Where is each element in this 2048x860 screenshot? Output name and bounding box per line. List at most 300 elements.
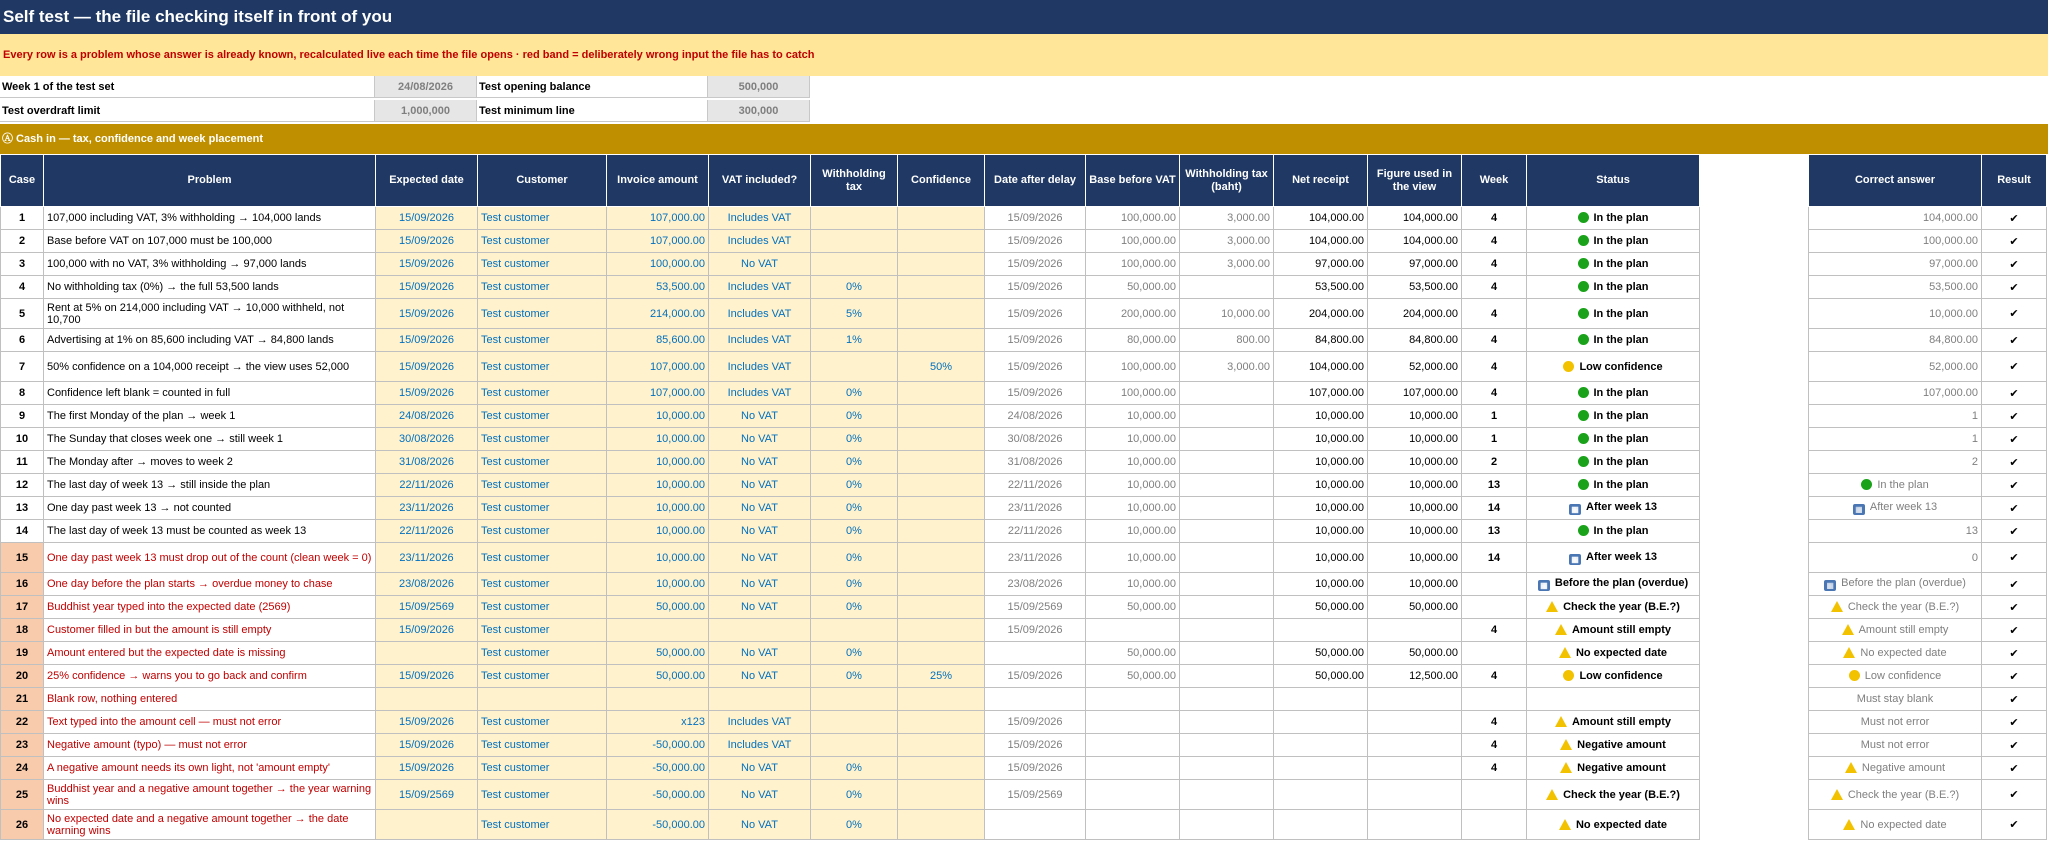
customer-cell[interactable]: Test customer bbox=[478, 520, 607, 543]
invoice-amount-cell[interactable]: 107,000.00 bbox=[607, 230, 709, 253]
answer-text: In the plan bbox=[1877, 479, 1929, 491]
invoice-amount-cell[interactable]: 107,000.00 bbox=[607, 352, 709, 382]
withholding-tax-cell[interactable] bbox=[811, 734, 898, 757]
case-cell: 4 bbox=[1, 276, 44, 299]
customer-cell[interactable]: Test customer bbox=[478, 405, 607, 428]
confidence-cell[interactable] bbox=[898, 405, 985, 428]
expected-date-cell[interactable]: 15/09/2026 bbox=[376, 734, 478, 757]
invoice-amount-cell[interactable]: x123 bbox=[607, 711, 709, 734]
invoice-amount-cell[interactable]: -50,000.00 bbox=[607, 757, 709, 780]
customer-cell[interactable] bbox=[478, 688, 607, 711]
case-cell: 12 bbox=[1, 474, 44, 497]
param-value-week1[interactable]: 24/08/2026 bbox=[375, 76, 477, 98]
table-row bbox=[1, 665, 2047, 688]
answer-text: 84,800.00 bbox=[1929, 334, 1978, 346]
net-receipt-cell: 204,000.00 bbox=[1274, 299, 1368, 329]
confidence-cell[interactable] bbox=[898, 573, 985, 596]
header-net-receipt: Net receipt bbox=[1274, 155, 1368, 207]
customer-cell[interactable]: Test customer bbox=[478, 757, 607, 780]
case-cell: 19 bbox=[1, 642, 44, 665]
expected-date-cell[interactable]: 15/09/2026 bbox=[376, 382, 478, 405]
invoice-amount-cell[interactable]: 107,000.00 bbox=[607, 207, 709, 230]
correct-answer-cell bbox=[1809, 428, 1982, 451]
status-text: Negative amount bbox=[1577, 762, 1666, 774]
vat-cell[interactable]: No VAT bbox=[709, 520, 811, 543]
status-text: After week 13 bbox=[1586, 550, 1657, 563]
date-after-delay-cell: 15/09/2026 bbox=[985, 352, 1086, 382]
correct-answer-cell bbox=[1809, 382, 1982, 405]
invoice-amount-cell[interactable]: 10,000.00 bbox=[607, 428, 709, 451]
invoice-amount-cell[interactable]: 100,000.00 bbox=[607, 253, 709, 276]
invoice-amount-cell[interactable]: -50,000.00 bbox=[607, 810, 709, 840]
withholding-tax-cell[interactable]: 0% bbox=[811, 382, 898, 405]
date-after-delay-cell: 23/11/2026 bbox=[985, 543, 1086, 573]
withholding-baht-cell: 10,000.00 bbox=[1180, 299, 1274, 329]
expected-date-cell[interactable]: 15/09/2026 bbox=[376, 276, 478, 299]
withholding-tax-cell[interactable]: 0% bbox=[811, 405, 898, 428]
table-row bbox=[1, 780, 2047, 810]
sheet-title: Self test — the file checking itself in front of you bbox=[0, 0, 2048, 34]
header-status: Status bbox=[1527, 155, 1700, 207]
gap-cell bbox=[1700, 810, 1809, 840]
withholding-tax-cell[interactable] bbox=[811, 207, 898, 230]
figure-used-cell: 10,000.00 bbox=[1368, 405, 1462, 428]
invoice-amount-cell[interactable]: 10,000.00 bbox=[607, 543, 709, 573]
customer-cell[interactable]: Test customer bbox=[478, 352, 607, 382]
case-cell: 21 bbox=[1, 688, 44, 711]
vat-cell[interactable]: No VAT bbox=[709, 543, 811, 573]
withholding-baht-cell bbox=[1180, 734, 1274, 757]
status-text: In the plan bbox=[1593, 281, 1649, 293]
vat-cell[interactable]: Includes VAT bbox=[709, 734, 811, 757]
confidence-cell[interactable] bbox=[898, 619, 985, 642]
net-receipt-cell: 104,000.00 bbox=[1274, 230, 1368, 253]
confidence-cell[interactable] bbox=[898, 543, 985, 573]
vat-cell[interactable]: Includes VAT bbox=[709, 329, 811, 352]
vat-cell[interactable]: Includes VAT bbox=[709, 711, 811, 734]
invoice-amount-cell[interactable] bbox=[607, 619, 709, 642]
week-cell: 1 bbox=[1462, 428, 1527, 451]
header-result: Result bbox=[1982, 155, 2047, 207]
invoice-amount-cell[interactable]: 10,000.00 bbox=[607, 520, 709, 543]
customer-cell[interactable]: Test customer bbox=[478, 276, 607, 299]
status-cell bbox=[1527, 665, 1700, 688]
invoice-amount-cell[interactable]: 10,000.00 bbox=[607, 405, 709, 428]
correct-answer-cell bbox=[1809, 276, 1982, 299]
confidence-cell[interactable] bbox=[898, 642, 985, 665]
customer-cell[interactable]: Test customer bbox=[478, 596, 607, 619]
confidence-cell[interactable] bbox=[898, 382, 985, 405]
param-value-minimum-line[interactable]: 300,000 bbox=[708, 100, 810, 122]
expected-date-cell[interactable]: 15/09/2026 bbox=[376, 207, 478, 230]
withholding-tax-cell[interactable]: 0% bbox=[811, 474, 898, 497]
week-cell: 4 bbox=[1462, 299, 1527, 329]
confidence-cell[interactable] bbox=[898, 230, 985, 253]
base-before-vat-cell bbox=[1086, 619, 1180, 642]
expected-date-cell[interactable]: 15/09/2026 bbox=[376, 230, 478, 253]
case-cell: 9 bbox=[1, 405, 44, 428]
calendar-box-icon: ▦ bbox=[1853, 504, 1865, 515]
withholding-tax-cell[interactable]: 0% bbox=[811, 757, 898, 780]
expected-date-cell[interactable] bbox=[376, 688, 478, 711]
withholding-tax-cell[interactable]: 0% bbox=[811, 497, 898, 520]
date-after-delay-cell: 15/09/2026 bbox=[985, 299, 1086, 329]
status-text: After week 13 bbox=[1586, 501, 1657, 513]
answer-text: 107,000.00 bbox=[1922, 387, 1978, 399]
figure-used-cell: 50,000.00 bbox=[1368, 642, 1462, 665]
gap-cell bbox=[1700, 352, 1809, 382]
customer-cell[interactable]: Test customer bbox=[478, 253, 607, 276]
net-receipt-cell: 10,000.00 bbox=[1274, 405, 1368, 428]
customer-cell[interactable]: Test customer bbox=[478, 619, 607, 642]
vat-cell[interactable]: No VAT bbox=[709, 596, 811, 619]
table-row bbox=[1, 451, 2047, 474]
withholding-baht-cell: 800.00 bbox=[1180, 329, 1274, 352]
vat-cell[interactable]: No VAT bbox=[709, 573, 811, 596]
figure-used-cell: 204,000.00 bbox=[1368, 299, 1462, 329]
status-text: Negative amount bbox=[1577, 739, 1666, 751]
table-row bbox=[1, 428, 2047, 451]
answer-text: Before the plan (overdue) bbox=[1841, 577, 1966, 589]
table-row bbox=[1, 573, 2047, 596]
case-cell: 18 bbox=[1, 619, 44, 642]
confidence-cell[interactable] bbox=[898, 711, 985, 734]
week-cell: 13 bbox=[1462, 474, 1527, 497]
vat-cell[interactable]: Includes VAT bbox=[709, 207, 811, 230]
withholding-baht-cell bbox=[1180, 642, 1274, 665]
vat-cell[interactable]: No VAT bbox=[709, 474, 811, 497]
table-row bbox=[1, 276, 2047, 299]
date-after-delay-cell: 15/09/2026 bbox=[985, 329, 1086, 352]
vat-cell[interactable] bbox=[709, 619, 811, 642]
withholding-tax-cell[interactable]: 0% bbox=[811, 665, 898, 688]
confidence-cell[interactable] bbox=[898, 451, 985, 474]
base-before-vat-cell: 50,000.00 bbox=[1086, 665, 1180, 688]
case-cell: 20 bbox=[1, 665, 44, 688]
result-cell: ✔ bbox=[1982, 253, 2047, 276]
net-receipt-cell: 10,000.00 bbox=[1274, 451, 1368, 474]
status-cell bbox=[1527, 780, 1700, 810]
problem-cell: The last day of week 13 → still inside the plan bbox=[44, 474, 376, 497]
vat-cell[interactable] bbox=[709, 688, 811, 711]
vat-cell[interactable]: Includes VAT bbox=[709, 352, 811, 382]
gap-cell bbox=[1700, 688, 1809, 711]
confidence-cell[interactable] bbox=[898, 276, 985, 299]
invoice-amount-cell[interactable]: 10,000.00 bbox=[607, 497, 709, 520]
vat-cell[interactable]: No VAT bbox=[709, 810, 811, 840]
confidence-cell[interactable] bbox=[898, 810, 985, 840]
correct-answer-cell bbox=[1809, 352, 1982, 382]
problem-cell: Advertising at 1% on 85,600 including VAT → 84,800 lands bbox=[44, 329, 376, 352]
week-cell bbox=[1462, 573, 1527, 596]
answer-text: Amount still empty bbox=[1858, 624, 1949, 636]
vat-cell[interactable]: Includes VAT bbox=[709, 382, 811, 405]
customer-cell[interactable]: Test customer bbox=[478, 810, 607, 840]
result-cell: ✔ bbox=[1982, 329, 2047, 352]
confidence-cell[interactable] bbox=[898, 757, 985, 780]
param-value-overdraft[interactable]: 1,000,000 bbox=[375, 100, 477, 122]
confidence-cell[interactable]: 25% bbox=[898, 665, 985, 688]
base-before-vat-cell bbox=[1086, 757, 1180, 780]
withholding-tax-cell[interactable]: 0% bbox=[811, 810, 898, 840]
vat-cell[interactable]: No VAT bbox=[709, 780, 811, 810]
header-expected-date: Expected date bbox=[376, 155, 478, 207]
confidence-cell[interactable] bbox=[898, 253, 985, 276]
expected-date-cell[interactable]: 15/09/2569 bbox=[376, 780, 478, 810]
confidence-cell[interactable] bbox=[898, 299, 985, 329]
answer-text: No expected date bbox=[1860, 818, 1947, 831]
status-text: In the plan bbox=[1593, 235, 1649, 247]
case-cell: 17 bbox=[1, 596, 44, 619]
customer-cell[interactable]: Test customer bbox=[478, 299, 607, 329]
customer-cell[interactable]: Test customer bbox=[478, 497, 607, 520]
correct-answer-cell bbox=[1809, 596, 1982, 619]
figure-used-cell: 104,000.00 bbox=[1368, 230, 1462, 253]
withholding-tax-cell[interactable]: 0% bbox=[811, 596, 898, 619]
withholding-tax-cell[interactable]: 0% bbox=[811, 642, 898, 665]
withholding-baht-cell bbox=[1180, 543, 1274, 573]
vat-cell[interactable]: No VAT bbox=[709, 665, 811, 688]
withholding-tax-cell[interactable]: 1% bbox=[811, 329, 898, 352]
expected-date-cell[interactable]: 22/11/2026 bbox=[376, 474, 478, 497]
problem-cell: Blank row, nothing entered bbox=[44, 688, 376, 711]
date-after-delay-cell: 15/09/2569 bbox=[985, 596, 1086, 619]
vat-cell[interactable]: Includes VAT bbox=[709, 276, 811, 299]
expected-date-cell[interactable] bbox=[376, 642, 478, 665]
invoice-amount-cell[interactable]: -50,000.00 bbox=[607, 780, 709, 810]
result-cell: ✔ bbox=[1982, 757, 2047, 780]
status-cell bbox=[1527, 329, 1700, 352]
vat-cell[interactable]: Includes VAT bbox=[709, 230, 811, 253]
expected-date-cell[interactable]: 23/11/2026 bbox=[376, 497, 478, 520]
table-row bbox=[1, 299, 2047, 329]
week-cell: 13 bbox=[1462, 520, 1527, 543]
withholding-tax-cell[interactable]: 5% bbox=[811, 299, 898, 329]
result-cell: ✔ bbox=[1982, 543, 2047, 573]
withholding-tax-cell[interactable]: 0% bbox=[811, 543, 898, 573]
table-row bbox=[1, 207, 2047, 230]
status-text: In the plan bbox=[1593, 334, 1649, 346]
warning-icon bbox=[1559, 647, 1571, 658]
confidence-cell[interactable] bbox=[898, 428, 985, 451]
correct-answer-cell bbox=[1809, 497, 1982, 520]
withholding-baht-cell bbox=[1180, 665, 1274, 688]
figure-used-cell bbox=[1368, 734, 1462, 757]
expected-date-cell[interactable]: 22/11/2026 bbox=[376, 520, 478, 543]
invoice-amount-cell[interactable]: 10,000.00 bbox=[607, 451, 709, 474]
correct-answer-cell bbox=[1809, 543, 1982, 573]
customer-cell[interactable]: Test customer bbox=[478, 382, 607, 405]
withholding-tax-cell[interactable] bbox=[811, 352, 898, 382]
answer-text: Must not error bbox=[1860, 739, 1930, 751]
status-cell bbox=[1527, 451, 1700, 474]
correct-answer-cell bbox=[1809, 405, 1982, 428]
param-label-minimum-line: Test minimum line bbox=[477, 100, 708, 122]
param-value-opening-balance[interactable]: 500,000 bbox=[708, 76, 810, 98]
customer-cell[interactable]: Test customer bbox=[478, 665, 607, 688]
header-withholding-tax-baht: Withholding tax (baht) bbox=[1180, 155, 1274, 207]
base-before-vat-cell: 100,000.00 bbox=[1086, 352, 1180, 382]
status-cell bbox=[1527, 734, 1700, 757]
result-cell: ✔ bbox=[1982, 688, 2047, 711]
withholding-tax-cell[interactable]: 0% bbox=[811, 573, 898, 596]
expected-date-cell[interactable] bbox=[376, 810, 478, 840]
invoice-amount-cell[interactable]: 10,000.00 bbox=[607, 573, 709, 596]
correct-answer-cell bbox=[1809, 299, 1982, 329]
customer-cell[interactable]: Test customer bbox=[478, 428, 607, 451]
expected-date-cell[interactable]: 15/09/2026 bbox=[376, 711, 478, 734]
green-dot-icon bbox=[1578, 235, 1589, 246]
figure-used-cell: 10,000.00 bbox=[1368, 573, 1462, 596]
result-cell: ✔ bbox=[1982, 810, 2047, 840]
status-cell bbox=[1527, 688, 1700, 711]
base-before-vat-cell: 100,000.00 bbox=[1086, 382, 1180, 405]
expected-date-cell[interactable]: 15/09/2026 bbox=[376, 329, 478, 352]
status-text: Check the year (B.E.?) bbox=[1563, 601, 1680, 613]
net-receipt-cell: 104,000.00 bbox=[1274, 352, 1368, 382]
base-before-vat-cell: 100,000.00 bbox=[1086, 230, 1180, 253]
confidence-cell[interactable] bbox=[898, 688, 985, 711]
net-receipt-cell bbox=[1274, 757, 1368, 780]
expected-date-cell[interactable]: 24/08/2026 bbox=[376, 405, 478, 428]
table-row bbox=[1, 810, 2047, 840]
gap-cell bbox=[1700, 520, 1809, 543]
vat-cell[interactable]: No VAT bbox=[709, 405, 811, 428]
withholding-tax-cell[interactable]: 0% bbox=[811, 520, 898, 543]
customer-cell[interactable]: Test customer bbox=[478, 573, 607, 596]
table-row bbox=[1, 642, 2047, 665]
invoice-amount-cell[interactable]: -50,000.00 bbox=[607, 734, 709, 757]
date-after-delay-cell: 15/09/2026 bbox=[985, 757, 1086, 780]
vat-cell[interactable]: No VAT bbox=[709, 757, 811, 780]
confidence-cell[interactable] bbox=[898, 596, 985, 619]
expected-date-cell[interactable]: 23/11/2026 bbox=[376, 543, 478, 573]
expected-date-cell[interactable]: 15/09/2026 bbox=[376, 352, 478, 382]
green-dot-icon bbox=[1578, 456, 1589, 467]
customer-cell[interactable]: Test customer bbox=[478, 642, 607, 665]
withholding-tax-cell[interactable] bbox=[811, 253, 898, 276]
net-receipt-cell: 10,000.00 bbox=[1274, 543, 1368, 573]
vat-cell[interactable]: Includes VAT bbox=[709, 299, 811, 329]
expected-date-cell[interactable]: 15/09/2569 bbox=[376, 596, 478, 619]
customer-cell[interactable]: Test customer bbox=[478, 451, 607, 474]
expected-date-cell[interactable]: 15/09/2026 bbox=[376, 619, 478, 642]
gap-cell bbox=[1700, 665, 1809, 688]
withholding-tax-cell[interactable]: 0% bbox=[811, 780, 898, 810]
customer-cell[interactable]: Test customer bbox=[478, 734, 607, 757]
net-receipt-cell: 10,000.00 bbox=[1274, 520, 1368, 543]
warning-icon bbox=[1555, 624, 1567, 635]
withholding-tax-cell[interactable]: 0% bbox=[811, 428, 898, 451]
expected-date-cell[interactable]: 23/08/2026 bbox=[376, 573, 478, 596]
confidence-cell[interactable] bbox=[898, 780, 985, 810]
expected-date-cell[interactable]: 30/08/2026 bbox=[376, 428, 478, 451]
warning-icon bbox=[1546, 789, 1558, 800]
confidence-cell[interactable] bbox=[898, 497, 985, 520]
figure-used-cell: 84,800.00 bbox=[1368, 329, 1462, 352]
expected-date-cell[interactable]: 15/09/2026 bbox=[376, 253, 478, 276]
confidence-cell[interactable] bbox=[898, 329, 985, 352]
withholding-tax-cell[interactable] bbox=[811, 711, 898, 734]
invoice-amount-cell[interactable]: 10,000.00 bbox=[607, 474, 709, 497]
customer-cell[interactable]: Test customer bbox=[478, 230, 607, 253]
figure-used-cell: 10,000.00 bbox=[1368, 451, 1462, 474]
confidence-cell[interactable] bbox=[898, 734, 985, 757]
date-after-delay-cell: 31/08/2026 bbox=[985, 451, 1086, 474]
vat-cell[interactable]: No VAT bbox=[709, 497, 811, 520]
customer-cell[interactable]: Test customer bbox=[478, 329, 607, 352]
answer-text: Check the year (B.E.?) bbox=[1847, 788, 1960, 801]
base-before-vat-cell bbox=[1086, 734, 1180, 757]
customer-cell[interactable]: Test customer bbox=[478, 780, 607, 810]
problem-cell: One day past week 13 → not counted bbox=[44, 497, 376, 520]
withholding-tax-cell[interactable]: 0% bbox=[811, 451, 898, 474]
confidence-cell[interactable] bbox=[898, 474, 985, 497]
header-invoice-amount: Invoice amount bbox=[607, 155, 709, 207]
customer-cell[interactable]: Test customer bbox=[478, 543, 607, 573]
withholding-baht-cell bbox=[1180, 382, 1274, 405]
green-dot-icon bbox=[1578, 308, 1589, 319]
case-cell: 13 bbox=[1, 497, 44, 520]
invoice-amount-cell[interactable] bbox=[607, 688, 709, 711]
vat-cell[interactable]: No VAT bbox=[709, 451, 811, 474]
week-cell: 4 bbox=[1462, 382, 1527, 405]
answer-text: 1 bbox=[1971, 433, 1978, 445]
date-after-delay-cell: 15/09/2026 bbox=[985, 734, 1086, 757]
expected-date-cell[interactable]: 31/08/2026 bbox=[376, 451, 478, 474]
invoice-amount-cell[interactable]: 214,000.00 bbox=[607, 299, 709, 329]
vat-cell[interactable]: No VAT bbox=[709, 428, 811, 451]
invoice-amount-cell[interactable]: 50,000.00 bbox=[607, 596, 709, 619]
customer-cell[interactable]: Test customer bbox=[478, 711, 607, 734]
week-cell bbox=[1462, 642, 1527, 665]
expected-date-cell[interactable]: 15/09/2026 bbox=[376, 299, 478, 329]
customer-cell[interactable]: Test customer bbox=[478, 207, 607, 230]
invoice-amount-cell[interactable]: 107,000.00 bbox=[607, 382, 709, 405]
invoice-amount-cell[interactable]: 50,000.00 bbox=[607, 665, 709, 688]
invoice-amount-cell[interactable]: 50,000.00 bbox=[607, 642, 709, 665]
gap-cell bbox=[1700, 428, 1809, 451]
vat-cell[interactable]: No VAT bbox=[709, 642, 811, 665]
week-cell bbox=[1462, 780, 1527, 810]
invoice-amount-cell[interactable]: 85,600.00 bbox=[607, 329, 709, 352]
invoice-amount-cell[interactable]: 53,500.00 bbox=[607, 276, 709, 299]
withholding-tax-cell[interactable]: 0% bbox=[811, 276, 898, 299]
status-cell bbox=[1527, 573, 1700, 596]
expected-date-cell[interactable]: 15/09/2026 bbox=[376, 665, 478, 688]
withholding-tax-cell[interactable] bbox=[811, 688, 898, 711]
withholding-tax-cell[interactable] bbox=[811, 619, 898, 642]
week-cell: 4 bbox=[1462, 207, 1527, 230]
header-figure-used: Figure used in the view bbox=[1368, 155, 1462, 207]
customer-cell[interactable]: Test customer bbox=[478, 474, 607, 497]
warning-icon bbox=[1831, 789, 1843, 800]
table-row bbox=[1, 497, 2047, 520]
withholding-tax-cell[interactable] bbox=[811, 230, 898, 253]
confidence-cell[interactable] bbox=[898, 207, 985, 230]
confidence-cell[interactable] bbox=[898, 520, 985, 543]
status-cell bbox=[1527, 352, 1700, 382]
case-cell: 26 bbox=[1, 810, 44, 840]
vat-cell[interactable]: No VAT bbox=[709, 253, 811, 276]
calendar-box-icon: ▦ bbox=[1569, 554, 1581, 565]
expected-date-cell[interactable]: 15/09/2026 bbox=[376, 757, 478, 780]
withholding-baht-cell: 3,000.00 bbox=[1180, 253, 1274, 276]
week-cell bbox=[1462, 596, 1527, 619]
week-cell: 4 bbox=[1462, 230, 1527, 253]
section-title-cash-in: Ⓐ Cash in — tax, confidence and week placement bbox=[0, 124, 2048, 154]
confidence-cell[interactable]: 50% bbox=[898, 352, 985, 382]
